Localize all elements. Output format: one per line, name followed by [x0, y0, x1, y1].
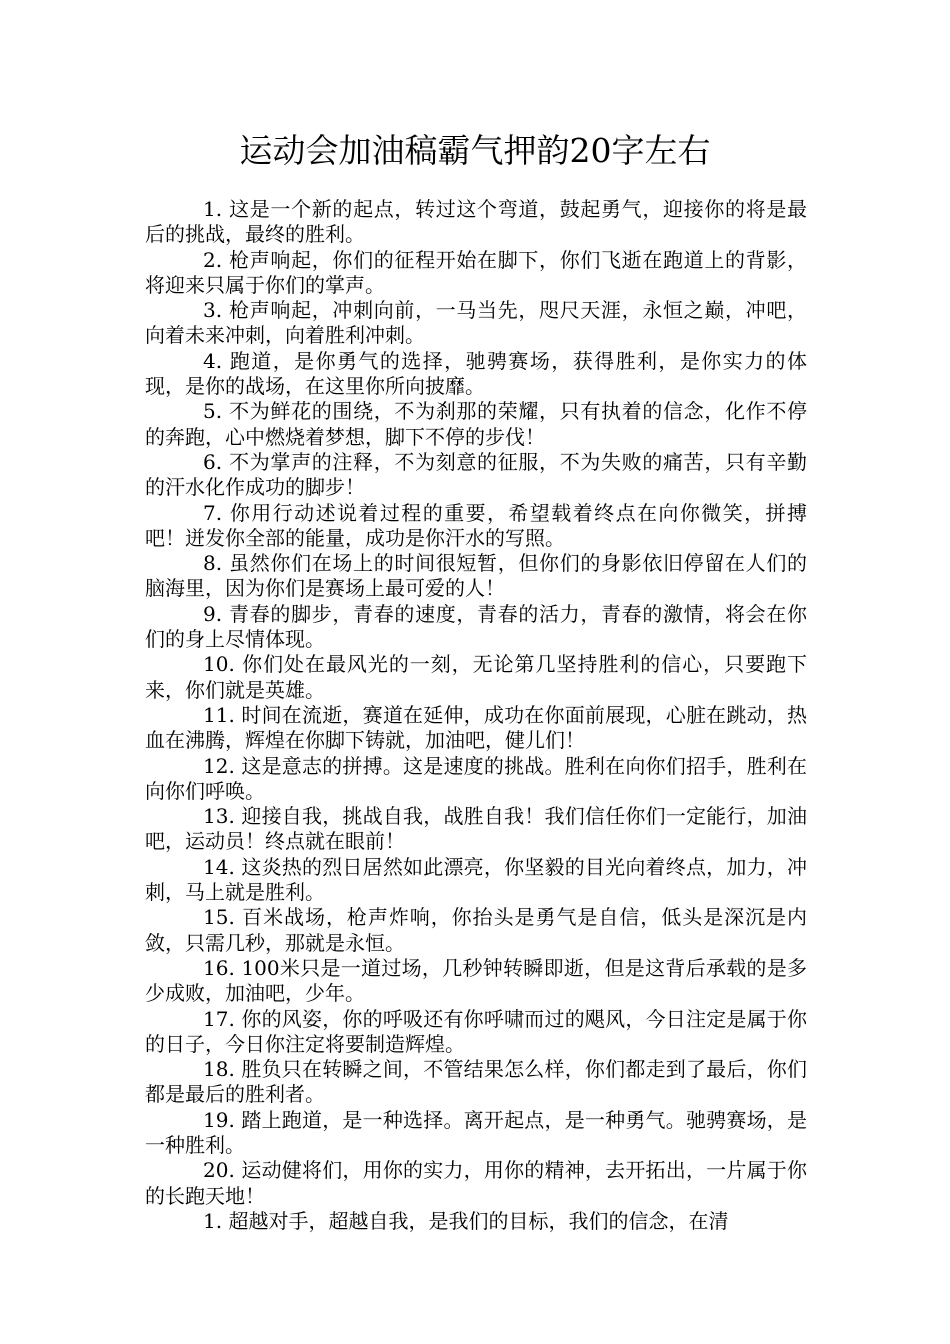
paragraph-1: 1. 这是一个新的起点，转过这个弯道，鼓起勇气，迎接你的将是最后的挑战，最终的胜利。 [145, 197, 807, 247]
paragraph-9: 9. 青春的脚步，青春的速度，青春的活力，青春的激情，将会在你们的身上尽情体现。 [145, 601, 807, 652]
document-title: 运动会加油稿霸气押韵20字左右 [239, 131, 711, 170]
paragraph-6: 6. 不为掌声的注释，不为刻意的征服，不为失败的痛苦，只有辛勤的汗水化作成功的脚步！ [145, 449, 807, 500]
paragraph-12: 12. 这是意志的拼搏。这是速度的挑战。胜利在向你们招手，胜利在向你们呼唤。 [145, 753, 807, 803]
paragraph-10: 10. 你们处在最风光的一刻，无论第几坚持胜利的信心，只要跑下来，你们就是英雄。 [145, 652, 807, 702]
document-body [145, 197, 807, 1234]
paragraph-13: 13. 迎接自我，挑战自我，战胜自我！我们信任你们一定能行，加油吧，运动员！终点就在眼前！ [145, 804, 807, 854]
paragraph-7: 7. 你用行动述说着过程的重要，希望载着终点在向你微笑，拼搏吧！迸发你全部的能量，成功是你汗水的写照。 [145, 500, 807, 550]
paragraph-16: 16. 100米只是一道过场，几秒钟转瞬即逝，但是这背后承载的是多少成败，加油吧，少年。 [145, 955, 807, 1006]
paragraph-20: 20. 运动健将们，用你的实力，用你的精神，去开拓出，一片属于你的长跑天地！ [145, 1158, 807, 1208]
paragraph-3: 3. 枪声响起，冲刺向前，一马当先，咫尺天涯，永恒之巅，冲吧，向着未来冲刺，向着胜利冲刺。 [145, 298, 807, 348]
paragraph-21: 1. 超越对手，超越自我，是我们的目标，我们的信念，在清 [203, 1208, 729, 1233]
paragraph-19: 19. 踏上跑道，是一种选择。离开起点，是一种勇气。驰骋赛场，是一种胜利。 [145, 1107, 807, 1157]
paragraph-8: 8. 虽然你们在场上的时间很短暂，但你们的身影依旧停留在人们的脑海里，因为你们是赛场上最可爱的人！ [145, 551, 807, 601]
paragraph-5: 5. 不为鲜花的围绕，不为刹那的荣耀，只有执着的信念，化作不停的奔跑，心中燃烧着梦想，脚下不停的步伐！ [145, 399, 807, 449]
paragraph-18: 18. 胜负只在转瞬之间，不管结果怎么样，你们都走到了最后，你们都是最后的胜利者。 [145, 1057, 807, 1107]
paragraph-17: 17. 你的风姿，你的呼吸还有你呼啸而过的飓风，今日注定是属于你的日子，今日你注定将要制造辉煌。 [145, 1006, 807, 1056]
paragraph-15: 15. 百米战场，枪声炸响，你抬头是勇气是自信，低头是深沉是内敛，只需几秒，那就是永恒。 [145, 905, 807, 955]
paragraph-11: 11. 时间在流逝，赛道在延伸，成功在你面前展现，心脏在跳动，热血在沸腾，辉煌在你脚下铸就，加油吧，健儿们！ [145, 702, 807, 753]
paragraph-2: 2. 枪声响起，你们的征程开始在脚下，你们飞逝在跑道上的背影，将迎来只属于你们的掌声。 [145, 247, 807, 297]
paragraph-14: 14. 这炎热的烈日居然如此漂亮，你坚毅的目光向着终点，加力，冲刺，马上就是胜利。 [145, 854, 807, 905]
paragraph-4: 4. 跑道，是你勇气的选择，驰骋赛场，获得胜利，是你实力的体现，是你的战场，在这里你所向披靡。 [145, 348, 807, 399]
